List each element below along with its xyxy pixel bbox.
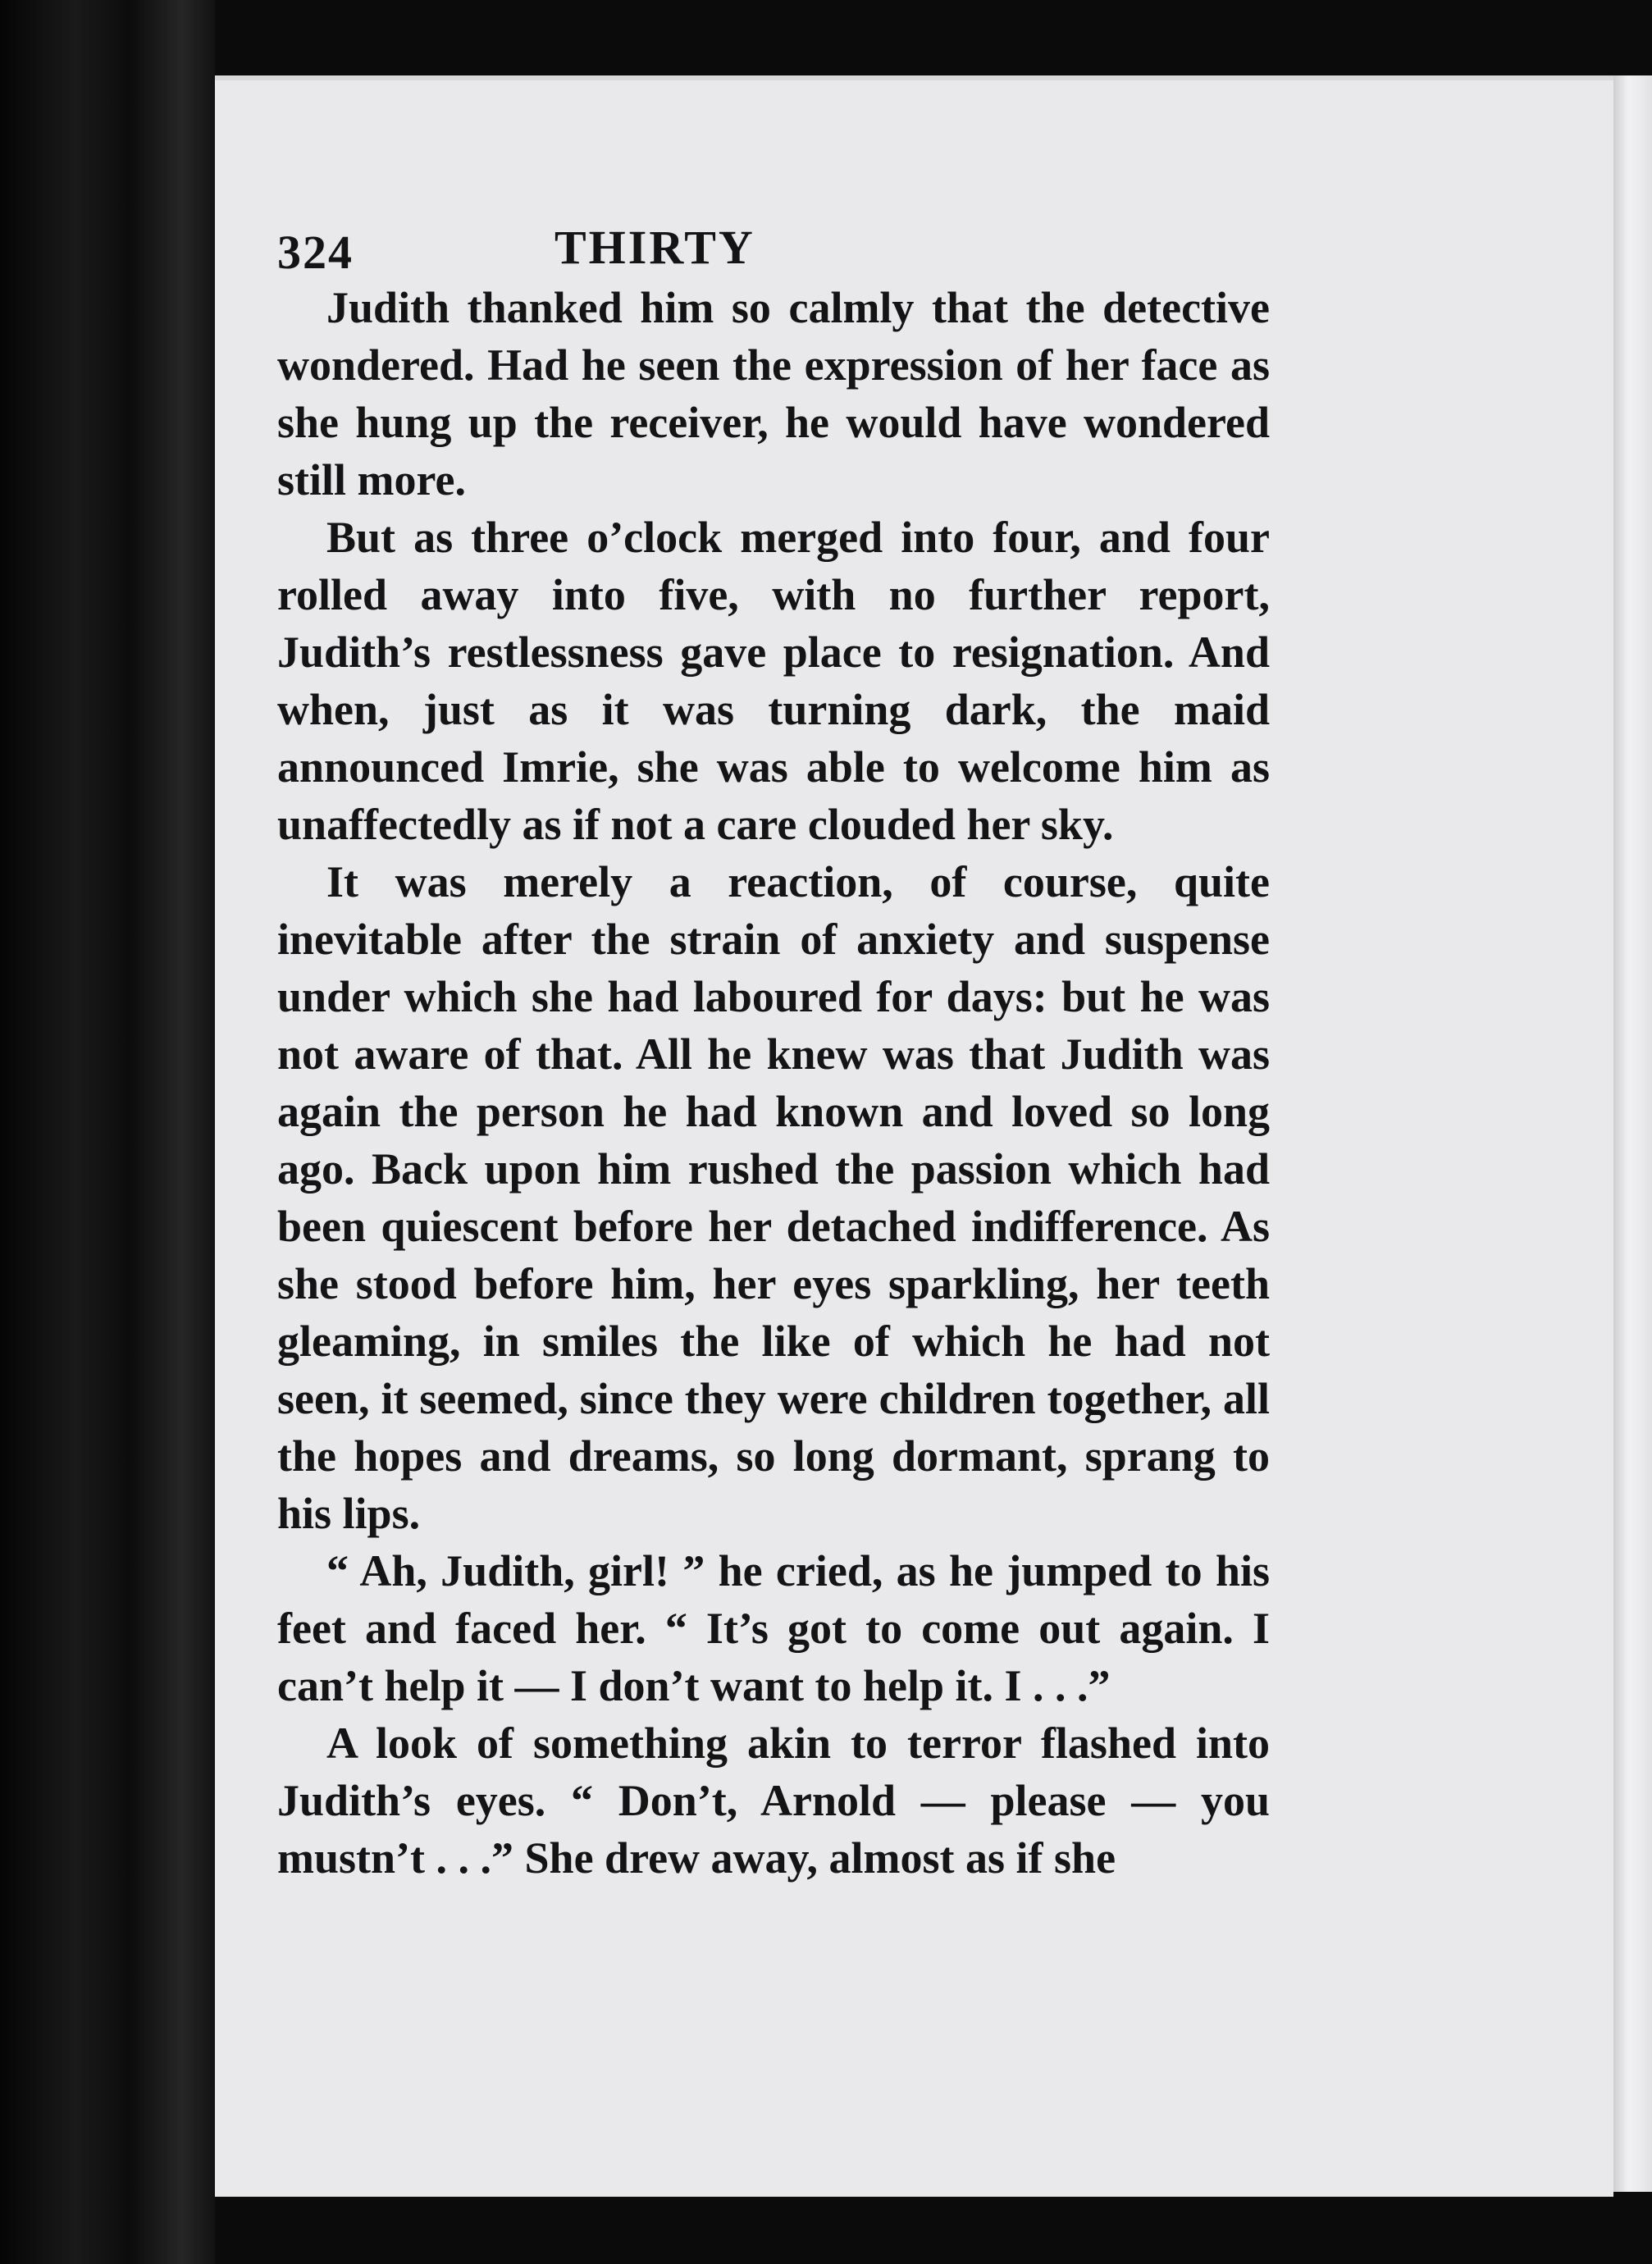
paragraph: “ Ah, Judith, girl! ” he cried, as he jumped to his feet and faced her. “ It’s got to come out again. I can’t help it — I don’t want to help it. I . . .” [277, 1546, 1270, 1710]
page-edge [1613, 75, 1652, 2192]
paragraph: But as three o’clock merged into four, and four rolled away into five, with no further report, Judith’s restlessness gave place to resignation. And when, just as it was turning dark, the maid announced Imrie, she was able to welcome him as unaffectedly as if not a care clouded her sky. [277, 513, 1270, 849]
paragraph: It was merely a reaction, of course, quite inevitable after the strain of anxiety and suspense under which she had laboured for days: but he was not aware of that. All he knew was that Judith was again the person he had known and loved so long ago. Back upon him rushed the passion which had been quiescent before her detached indifference. As she stood before him, her eyes sparkling, her teeth gleaming, in smiles the like of which he had not seen, it seemed, since they were children together, all the hopes and dreams, so long dormant, sprang to his lips. [277, 857, 1270, 1538]
running-title: THIRTY [554, 221, 755, 274]
running-head [277, 220, 1270, 279]
paragraph: Judith thanked him so calmly that the detective wondered. Had he seen the expression of her face as she hung up the receiver, he would have wondered still more. [277, 283, 1270, 504]
page-text-block [277, 220, 1270, 1887]
paragraph: A look of something akin to terror flashed into Judith’s eyes. “ Don’t, Arnold — please — you mustn’t . . .” She drew away, almost as if she [277, 1719, 1270, 1883]
page-number: 324 [277, 226, 354, 279]
book-binding-shadow [0, 0, 215, 2264]
